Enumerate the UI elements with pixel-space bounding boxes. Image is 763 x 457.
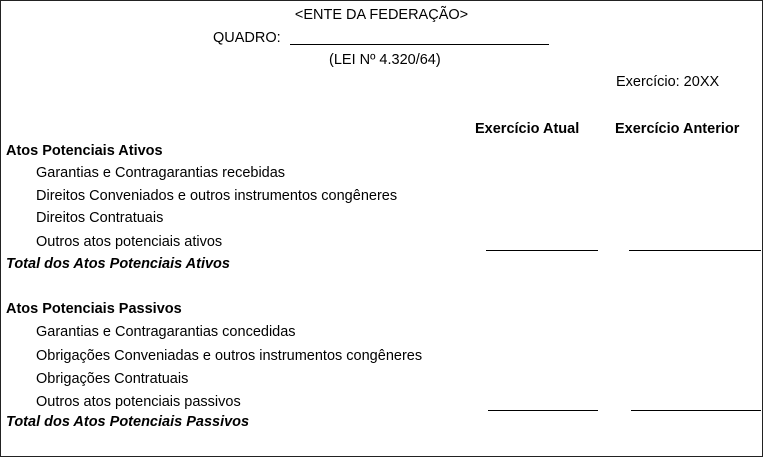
exercise-year: Exercício: 20XX	[616, 74, 720, 90]
entity-title: <ENTE DA FEDERAÇÃO>	[294, 7, 469, 23]
list-item: Garantias e Contragarantias concedidas	[36, 324, 296, 340]
total-passive: Total dos Atos Potenciais Passivos	[6, 414, 250, 430]
law-reference: (LEI Nº 4.320/64)	[329, 52, 441, 68]
list-item: Outros atos potenciais ativos	[36, 234, 223, 250]
list-item: Obrigações Conveniadas e outros instrumentos congêneres	[36, 348, 423, 364]
list-item: Obrigações Contratuais	[36, 371, 189, 387]
total-line-current	[486, 250, 598, 251]
column-header-previous: Exercício Anterior	[615, 121, 740, 137]
list-item: Garantias e Contragarantias recebidas	[36, 165, 286, 181]
list-item: Outros atos potenciais passivos	[36, 394, 241, 410]
total-line-previous	[629, 250, 761, 251]
quadro-label: QUADRO:	[213, 30, 281, 46]
list-item: Direitos Contratuais	[36, 210, 164, 226]
column-header-current: Exercício Atual	[475, 121, 580, 137]
total-line-current	[488, 410, 598, 411]
section-heading-passive: Atos Potenciais Passivos	[6, 301, 182, 317]
total-active: Total dos Atos Potenciais Ativos	[6, 256, 230, 272]
total-line-previous	[631, 410, 761, 411]
quadro-blank-line	[290, 44, 549, 45]
list-item: Direitos Conveniados e outros instrumentos congêneres	[36, 188, 398, 204]
section-heading-active: Atos Potenciais Ativos	[6, 143, 163, 159]
